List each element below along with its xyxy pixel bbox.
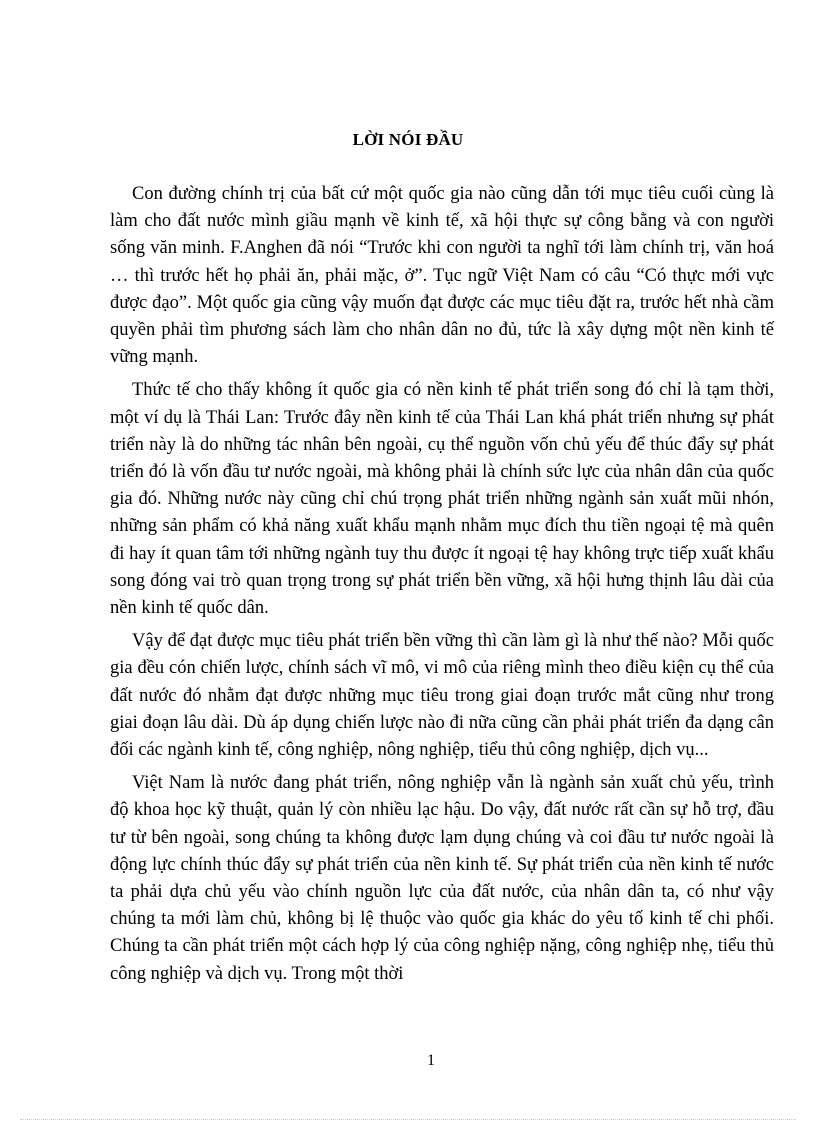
page-number: 1 — [427, 1052, 435, 1069]
document-title: LỜI NÓI ĐẦU — [352, 130, 464, 149]
paragraph-1: Con đường chính trị của bất cứ một quốc gia nào cũng dẫn tới mục tiêu cuối cùng là làm cho đất nước mình giầu mạnh về kinh tế, xã hội thực sự công bằng và con người sống văn minh. F.Anghen đã nói “Trước khi con người ta nghĩ tới làm chính trị, văn hoá … thì trước hết họ phải ăn, phải mặc, ở”. Tục ngữ Việt Nam có câu “Có thực mới vực được đạo”. Một quốc gia cũng vậy muốn đạt được các mục tiêu đặt ra, trước hết nhà cầm quyền phải tìm phương sách làm cho nhân dân no đủ, tức là xây dựng một nền kinh tế vững mạnh. — [110, 184, 774, 368]
paragraph-2: Thức tế cho thấy không ít quốc gia có nền kinh tế phát triển song đó chỉ là tạm thời, một ví dụ là Thái Lan: Trước đây nền kinh tế của Thái Lan khá phát triển nhưng sự phát triển này là do những tác nhân bên ngoài, cụ thể nguồn vốn chủ yếu để thúc đẩy sự phát triển đó là vốn đầu tư nước ngoài, mà không phải là chính sức lực của nhân dân của quốc gia đó. Những nước này cũng chỉ chú trọng phát triển những ngành sản xuất mũi nhón, những sản phẩm có khả năng xuất khẩu mạnh nhằm mục đích thu tiền ngoại tệ mà quên đi hay ít quan tâm tới những ngành tuy thu được ít ngoại tệ hay không trực tiếp xuất khẩu song đóng vai trò quan trọng trong sự phát triển bền vững, xã hội hưng thịnh lâu dài của nền kinh tế quốc dân. — [110, 380, 774, 619]
document-body — [110, 181, 774, 994]
paragraph-4: Việt Nam là nước đang phát triển, nông nghiệp vẫn là ngành sản xuất chủ yếu, trình độ khoa học kỹ thuật, quản lý còn nhiều lạc hậu. Do vậy, đất nước rất cần sự hỗ trợ, đầu tư từ bên ngoài, song chúng ta không được lạm dụng chúng và coi đầu tư nước ngoài là động lực chính thúc đẩy sự phát triển của nền kinh tế. Sự phát triển của nền kinh tế nước ta phải dựa chủ yếu vào chính nguồn lực của đất nước, của nhân dân ta, có như vậy chúng ta mới làm chủ, không bị lệ thuộc vào quốc gia khác do yêu tố kinh tế chi phối. Chúng ta cần phát triển một cách hợp lý của công nghiệp nặng, công nghiệp nhẹ, tiểu thủ công nghiệp và dịch vụ. Trong một thời — [110, 773, 774, 984]
paragraph-3: Vậy để đạt được mục tiêu phát triển bền vững thì cần làm gì là như thế nào? Mỗi quốc gia đều cón chiến lược, chính sách vĩ mô, vi mô của riêng mình theo điều kiện cụ thể của đất nước đó nhằm đạt được những mục tiêu trong giai đoạn trước mắt cũng như trong giai đoạn lâu dài. Dù áp dụng chiến lược nào đi nữa cũng cần phải phát triển đa dạng cân đối các ngành kinh tế, công nghiệp, nông nghiệp, tiểu thủ công nghiệp, dịch vụ... — [110, 631, 774, 761]
footer-divider — [20, 1119, 796, 1120]
